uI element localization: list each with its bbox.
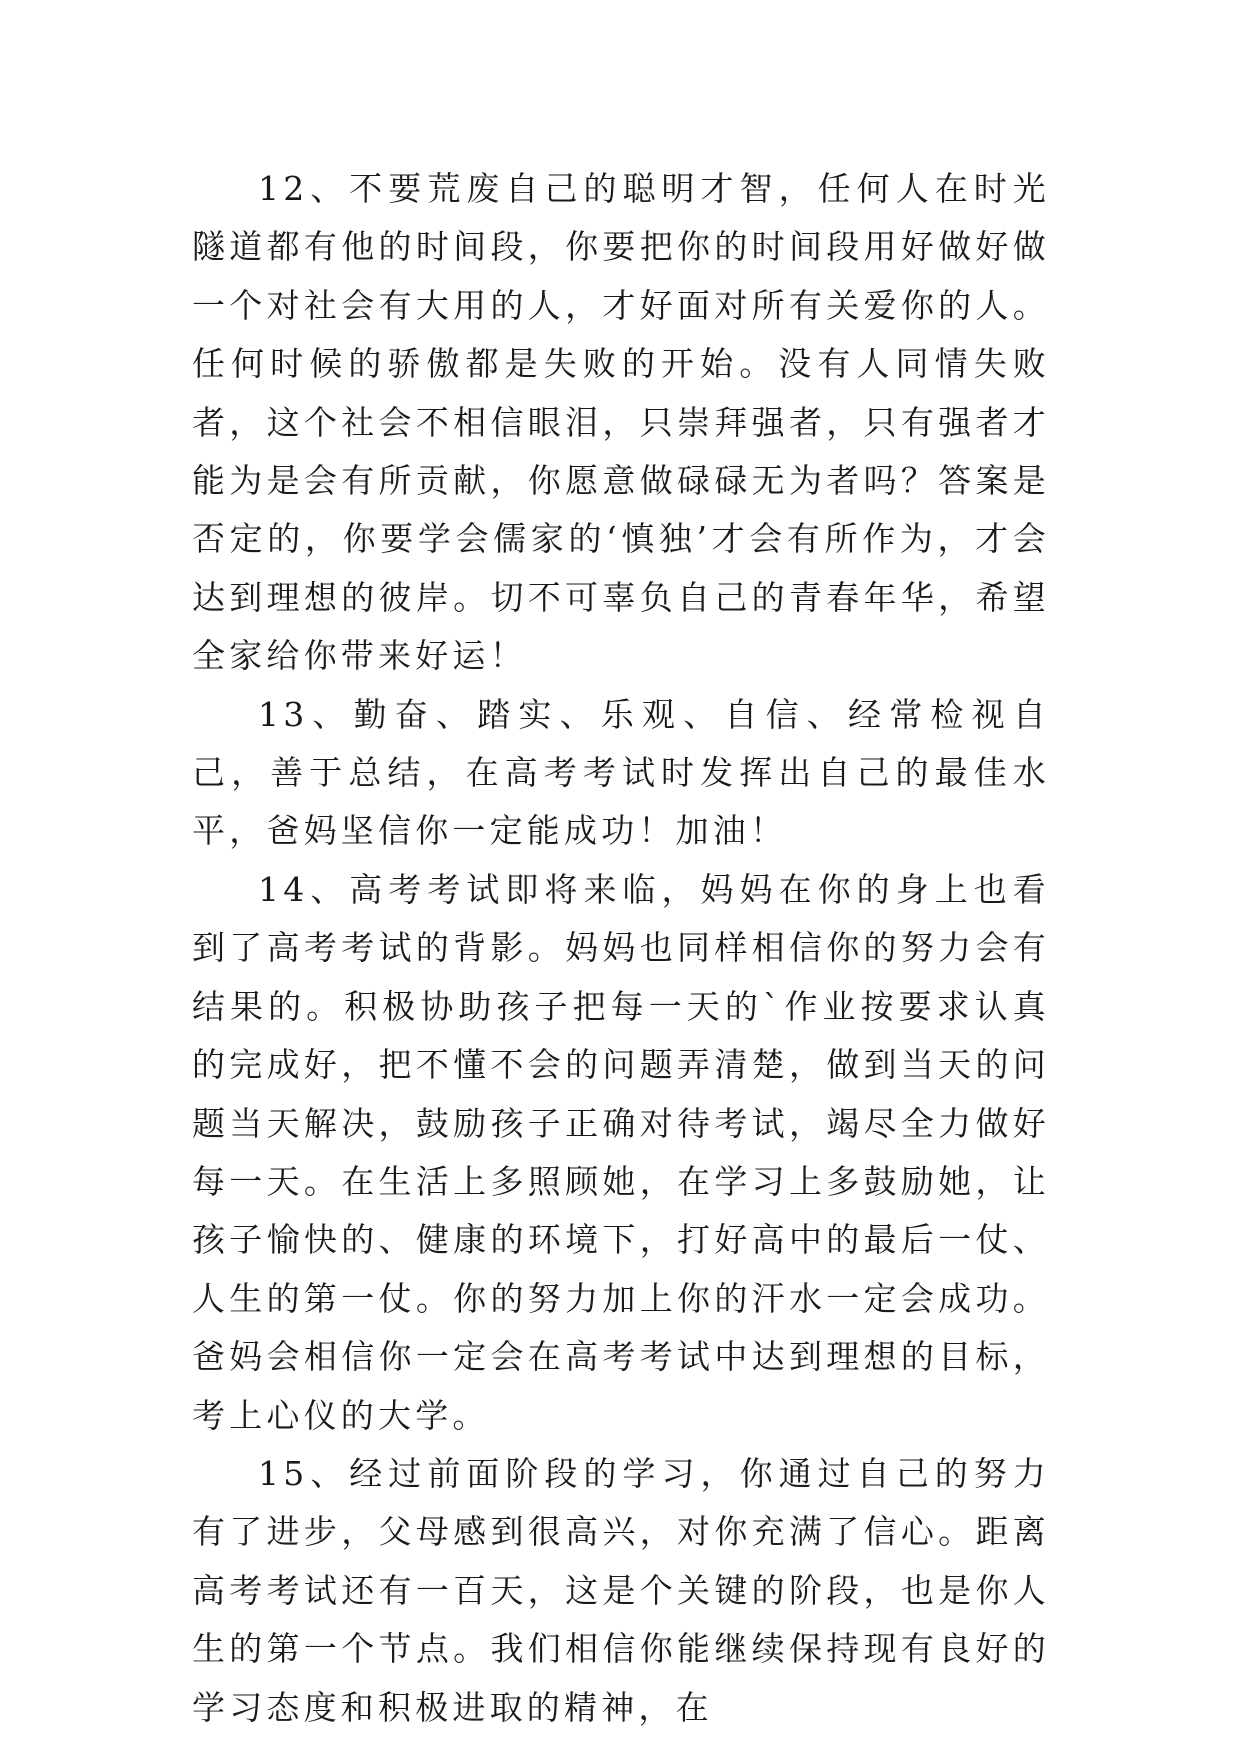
paragraph-12: 12、不要荒废自己的聪明才智，任何人在时光隧道都有他的时间段，你要把你的时间段用好做好做一个对社会有大用的人，才好面对所有关爱你的人。任何时候的骄傲都是失败的开始。没有人同情失败者，这个社会不相信眼泪，只崇拜强者，只有强者才能为是会有所贡献，你愿意做碌碌无为者吗？答案是否定的，你要学会儒家的‘慎独’才会有所作为，才会达到理想的彼岸。切不可辜负自己的青春年华，希望全家给你带来好运！	[192, 169, 1050, 676]
paragraph-13: 13、勤奋、踏实、乐观、自信、经常检视自己，善于总结，在高考考试时发挥出自己的最佳水平，爸妈坚信你一定能成功！加油！	[192, 694, 1050, 851]
paragraph-15: 15、经过前面阶段的学习，你通过自己的努力有了进步，父母感到很高兴，对你充满了信心。距离高考考试还有一百天，这是个关键的阶段，也是你人生的第一个节点。我们相信你能继续保持现有良好的学习态度和积极进取的精神，在	[192, 1453, 1050, 1727]
document-body	[192, 160, 1050, 1737]
paragraph-14: 14、高考考试即将来临，妈妈在你的身上也看到了高考考试的背影。妈妈也同样相信你的努力会有结果的。积极协助孩子把每一天的`作业按要求认真的完成好，把不懂不会的问题弄清楚，做到当天的问题当天解决，鼓励孩子正确对待考试，竭尽全力做好每一天。在生活上多照顾她，在学习上多鼓励她，让孩子愉快的、健康的环境下，打好高中的最后一仗、人生的第一仗。你的努力加上你的汗水一定会成功。爸妈会相信你一定会在高考考试中达到理想的目标，考上心仪的大学。	[192, 869, 1050, 1435]
